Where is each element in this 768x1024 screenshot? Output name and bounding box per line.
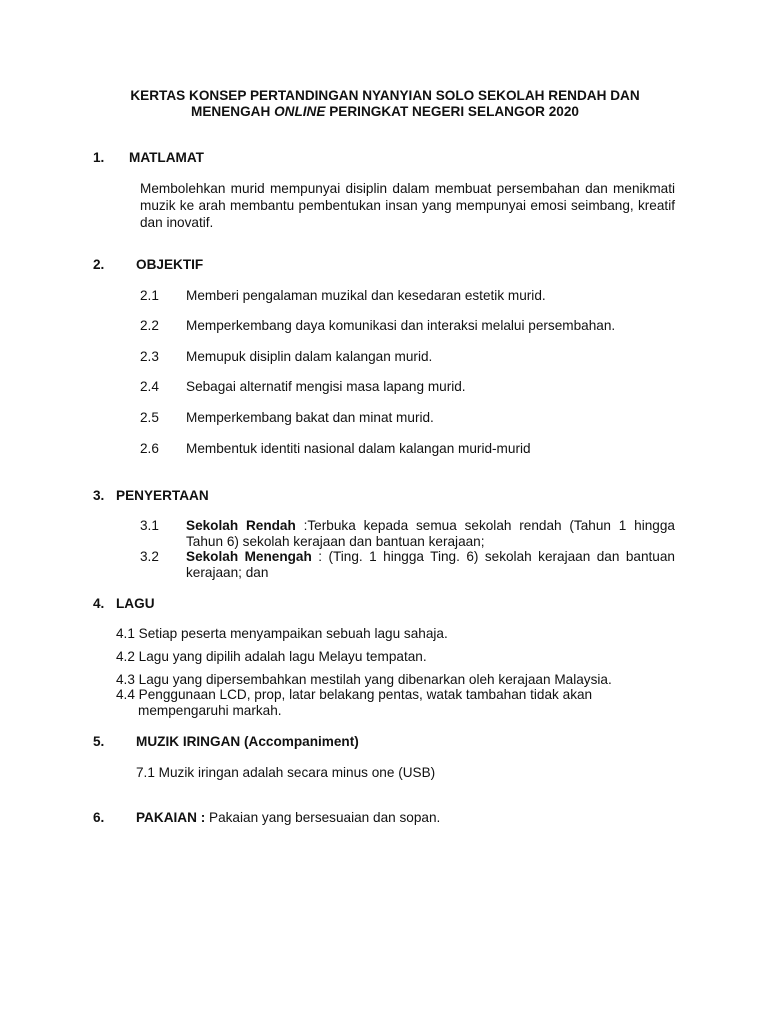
objektif-item-text: Memberi pengalaman muzikal dan kesedaran estetik murid. xyxy=(186,288,546,303)
section-3-heading: PENYERTAAN xyxy=(116,488,209,503)
title-line-1: KERTAS KONSEP PERTANDINGAN NYANYIAN SOLO SEKOLAH RENDAH DAN xyxy=(130,88,640,103)
title-online: ONLINE xyxy=(274,104,326,119)
document-title xyxy=(60,88,710,120)
section-3-number: 3. xyxy=(93,488,105,503)
objektif-item-num: 2.2 xyxy=(140,318,159,333)
penyertaan-label: Sekolah Rendah xyxy=(186,518,296,533)
pakaian-line xyxy=(136,810,440,826)
section-1-number: 1. xyxy=(93,150,105,165)
objektif-item-num: 2.6 xyxy=(140,441,159,456)
section-5-number: 5. xyxy=(93,734,105,749)
lagu-item: 4.4 Penggunaan LCD, prop, latar belakang pentas, watak tambahan tidak akan xyxy=(116,687,593,702)
objektif-item-num: 2.4 xyxy=(140,379,159,394)
objektif-item-text: Memupuk disiplin dalam kalangan murid. xyxy=(186,349,433,364)
section-5-heading: MUZIK IRINGAN (Accompaniment) xyxy=(136,734,359,749)
penyertaan-label: Sekolah Menengah xyxy=(186,549,312,564)
objektif-item-num: 2.1 xyxy=(140,288,159,303)
lagu-item-continuation: mempengaruhi markah. xyxy=(138,703,282,718)
matlamat-body: Membolehkan murid mempunyai disiplin dalam membuat persembahan dan menikmati muzik ke arah membantu pembentukan insan yang mempunyai emosi seimbang, kreatif dan inovatif. xyxy=(140,181,675,230)
lagu-item: 4.1 Setiap peserta menyampaikan sebuah lagu sahaja. xyxy=(116,626,448,641)
objektif-item-num: 2.5 xyxy=(140,410,159,425)
section-2-heading: OBJEKTIF xyxy=(136,257,204,272)
penyertaan-item-num: 3.1 xyxy=(140,518,159,533)
objektif-item-text: Sebagai alternatif mengisi masa lapang murid. xyxy=(186,379,466,394)
section-4-number: 4. xyxy=(93,596,105,611)
section-4-heading: LAGU xyxy=(116,596,155,611)
section-6-number: 6. xyxy=(93,810,105,825)
lagu-item: 4.3 Lagu yang dipersembahkan mestilah yang dibenarkan oleh kerajaan Malaysia. xyxy=(116,672,612,687)
muzik-item: 7.1 Muzik iringan adalah secara minus one (USB) xyxy=(136,765,436,780)
penyertaan-item-num: 3.2 xyxy=(140,549,159,564)
objektif-item-num: 2.3 xyxy=(140,349,159,364)
objektif-item-text: Memperkembang bakat dan minat murid. xyxy=(186,410,434,425)
title-line-2: MENENGAH ONLINE PERINGKAT NEGERI SELANGOR 2020 xyxy=(191,104,579,119)
section-6-heading: PAKAIAN : xyxy=(136,810,206,825)
lagu-item: 4.2 Lagu yang dipilih adalah lagu Melayu tempatan. xyxy=(116,649,427,664)
penyertaan-item-text: Sekolah Menengah : (Ting. 1 hingga Ting. 6) sekolah kerajaan dan bantuan kerajaan; dan xyxy=(186,549,675,580)
section-1-heading: MATLAMAT xyxy=(129,150,204,165)
penyertaan-item-text: Sekolah Rendah :Terbuka kepada semua sekolah rendah (Tahun 1 hingga Tahun 6) sekolah kerajaan dan bantuan kerajaan; xyxy=(186,518,675,549)
section-2-number: 2. xyxy=(93,257,105,272)
pakaian-text: Pakaian yang bersesuaian dan sopan. xyxy=(205,810,441,825)
objektif-item-text: Memperkembang daya komunikasi dan interaksi melalui persembahan. xyxy=(186,318,616,333)
objektif-item-text: Membentuk identiti nasional dalam kalangan murid-murid xyxy=(186,441,531,456)
